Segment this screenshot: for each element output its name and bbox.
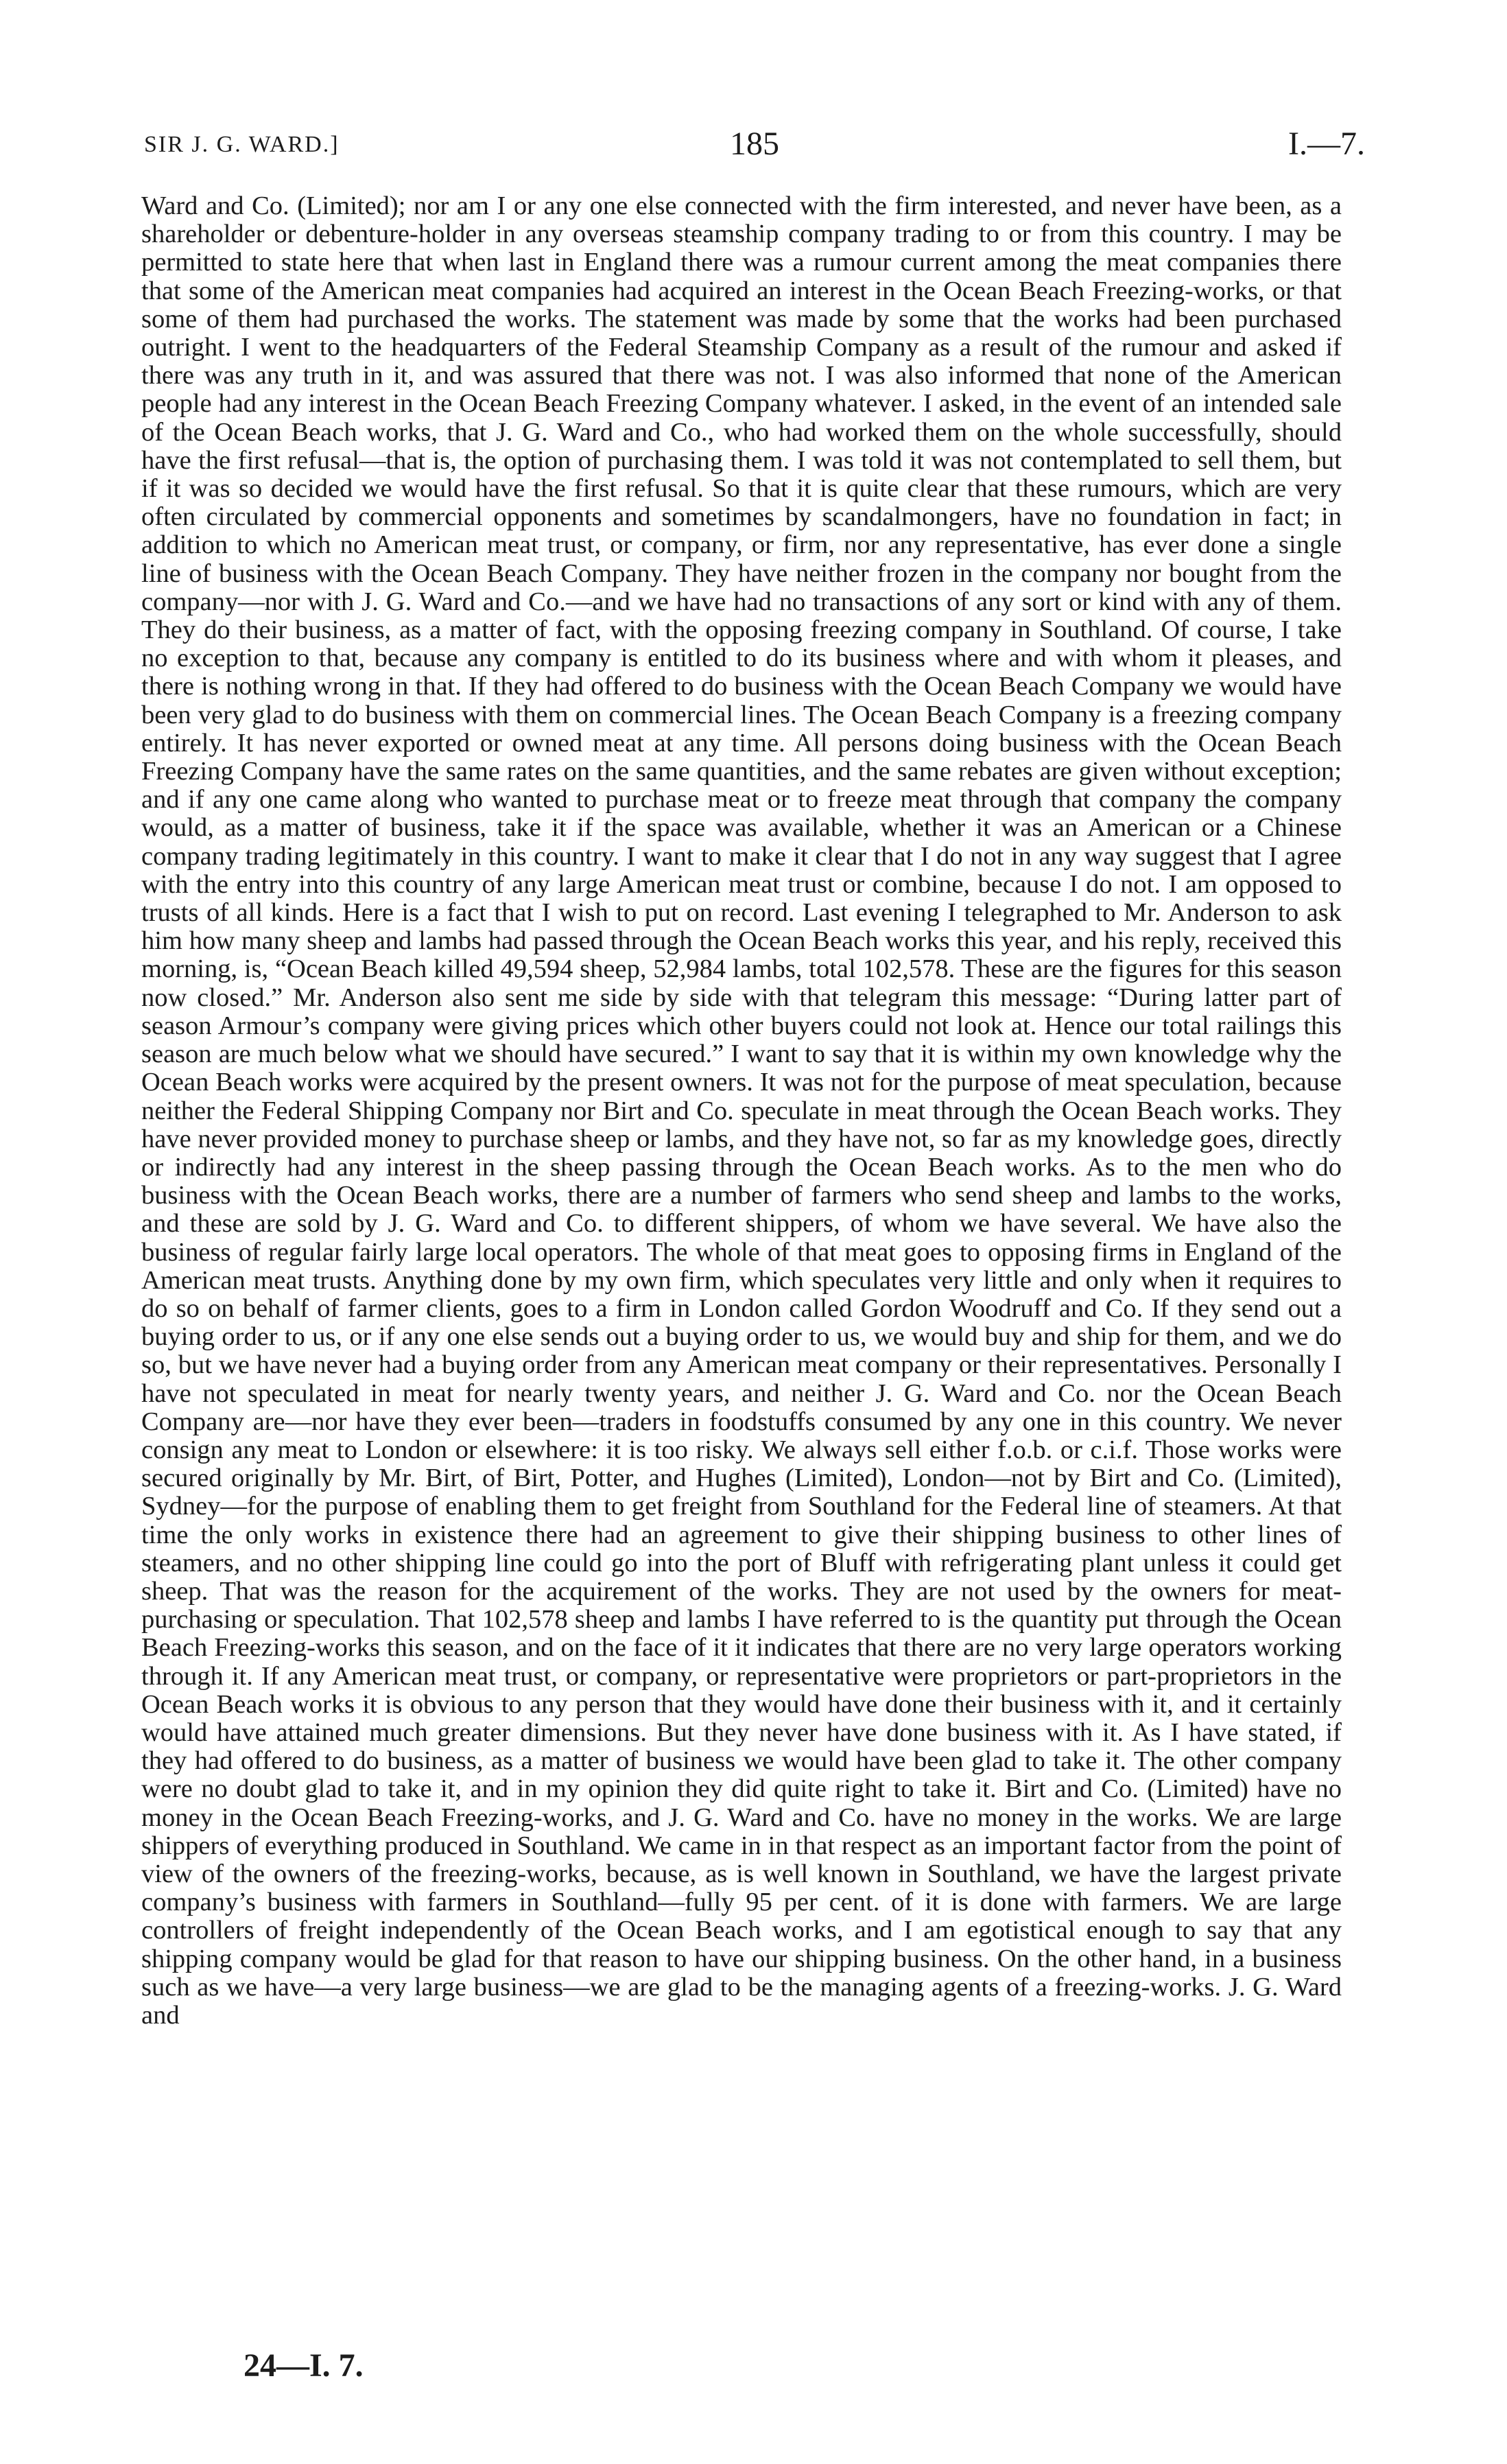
body-paragraph: Ward and Co. (Limited); nor am I or any one else connected with the firm interested, and never have been, as a shareholder or debenture-holder in any overseas steamship company trading to or from this country. I may be permitted to state here that when last in England there was a rumour current among the meat companies there that some of the American meat companies had acquired an interest in the Ocean Beach Freezing-works, or that some of them had purchased the works. The statement was made by some that the works had been purchased outright. I went to the headquarters of the Federal Steamship Company as a result of the rumour and asked if there was any truth in it, and was assured that there was not. I was also informed that none of the American people had any interest in the Ocean Beach Freezing Company whatever. I asked, in the event of an intended sale of the Ocean Beach works, that J. G. Ward and Co., who had worked them on the whole successfully, should have the first refusal—that is, the option of purchasing them. I was told it was not contemplated to sell them, but if it was so decided we would have the first refusal. So that it is quite clear that these rumours, which are very often circulated by commercial opponents and sometimes by scandalmongers, have no foundation in fact; in addition to which no American meat trust, or company, or firm, nor any representative, has ever done a single line of business with the Ocean Beach Company. They have neither frozen in the company nor bought from the company—nor with J. G. Ward and Co.—and we have had no transactions of any sort or kind with any of them. They do their business, as a matter of fact, with the opposing freezing company in Southland. Of course, I take no exception to that, because any company is entitled to do its business where and with whom it pleases, and there is nothing wrong in that. If they had offered to do business with the Ocean Beach Company we would have been very glad to do business with them on commercial lines. The Ocean Beach Company is a freezing company entirely. It has never exported or owned meat at any time. All persons doing business with the Ocean Beach Freezing Company have the same rates on the same quantities, and the same rebates are given without exception; and if any one came along who wanted to purchase meat or to freeze meat through that company the company would, as a matter of business, take it if the space was available, whether it was an American or a Chinese company trading legitimately in this country. I want to make it clear that I do not in any way suggest that I agree with the entry into this country of any large American meat trust or combine, because I do not. I am opposed to trusts of all kinds. Here is a fact that I wish to put on record. Last evening I telegraphed to Mr. Anderson to ask him how many sheep and lambs had passed through the Ocean Beach works this year, and his reply, received this morning, is, “Ocean Beach killed 49,594 sheep, 52,984 lambs, total 102,578. These are the figures for this season now closed.” Mr. Anderson also sent me side by side with that telegram this message: “During latter part of season Armour’s company were giving prices which other buyers could not look at. Hence our total railings this season are much below what we should have secured.” I want to say that it is within my own knowledge why the Ocean Beach works were acquired by the present owners. It was not for the purpose of meat speculation, because neither the Federal Shipping Company nor Birt and Co. speculate in meat through the Ocean Beach works. They have never provided money to purchase sheep or lambs, and they have not, so far as my knowledge goes, directly or indirectly had any interest in the sheep passing through the Ocean Beach works. As to the men who do business with the Ocean Beach works, there are a number of farmers who send sheep and lambs to the works, and these are sold by J. G. Ward and Co. to different shippers, of whom we have several. We have also the business of regular fairly large local operators. The whole of that meat goes to opposing firms in England of the American meat trusts. Anything done by my own firm, which speculates very little and only when it requires to do so on behalf of farmer clients, goes to a firm in London called Gordon Woodruff and Co. If they send out a buying order to us, or if any one else sends out a buying order to us, we would buy and ship for them, and we do so, but we have never had a buying order from any American meat company or their representatives. Personally I have not speculated in meat for nearly twenty years, and neither J. G. Ward and Co. nor the Ocean Beach Company are—nor have they ever been—traders in foodstuffs consumed by any one in this country. We never consign any meat to London or elsewhere: it is too risky. We always sell either f.o.b. or c.i.f. Those works were secured originally by Mr. Birt, of Birt, Potter, and Hughes (Limited), London—not by Birt and Co. (Limited), Sydney—for the purpose of enabling them to get freight from Southland for the Federal line of steamers. At that time the only works in existence there had an agreement to give their shipping business to other lines of steamers, and no other shipping line could go into the port of Bluff with refrigerating plant unless it could get sheep. That was the reason for the acquirement of the works. They are not used by the owners for meat-purchasing or speculation. That 102,578 sheep and lambs I have referred to is the quantity put through the Ocean Beach Freezing-works this season, and on the face of it it indicates that there are no very large operators working through it. If any American meat trust, or company, or representative were proprietors or part-proprietors in the Ocean Beach works it is obvious to any person that they would have done their business with it, and it certainly would have attained much greater dimensions. But they never have done business with it. As I have stated, if they had offered to do business, as a matter of business we would have been glad to take it. The other company were no doubt glad to take it, and in my opinion they did quite right to take it. Birt and Co. (Limited) have no money in the Ocean Beach Freezing-works, and J. G. Ward and Co. have no money in the works. We are large shippers of everything produced in Southland. We came in in that respect as an important factor from the point of view of the owners of the freezing-works, because, as is well known in Southland, we have the largest private company’s business with farmers in Southland—fully 95 per cent. of it is done with farmers. We are large controllers of freight independently of the Ocean Beach works, and I am egotistical enough to say that any shipping company would be glad for that reason to have our shipping business. On the other hand, in a business such as we have—a very large business—we are glad to be the managing agents of a freezing-works. J. G. Ward and xyxy=(141,191,1342,2030)
signature-mark: 24—I. 7. xyxy=(244,2347,364,2384)
running-title: SIR J. G. WARD.] xyxy=(144,132,340,157)
page-number: 185 xyxy=(730,126,779,162)
paper-number: I.—7. xyxy=(1288,126,1365,162)
page-header xyxy=(144,125,1365,173)
